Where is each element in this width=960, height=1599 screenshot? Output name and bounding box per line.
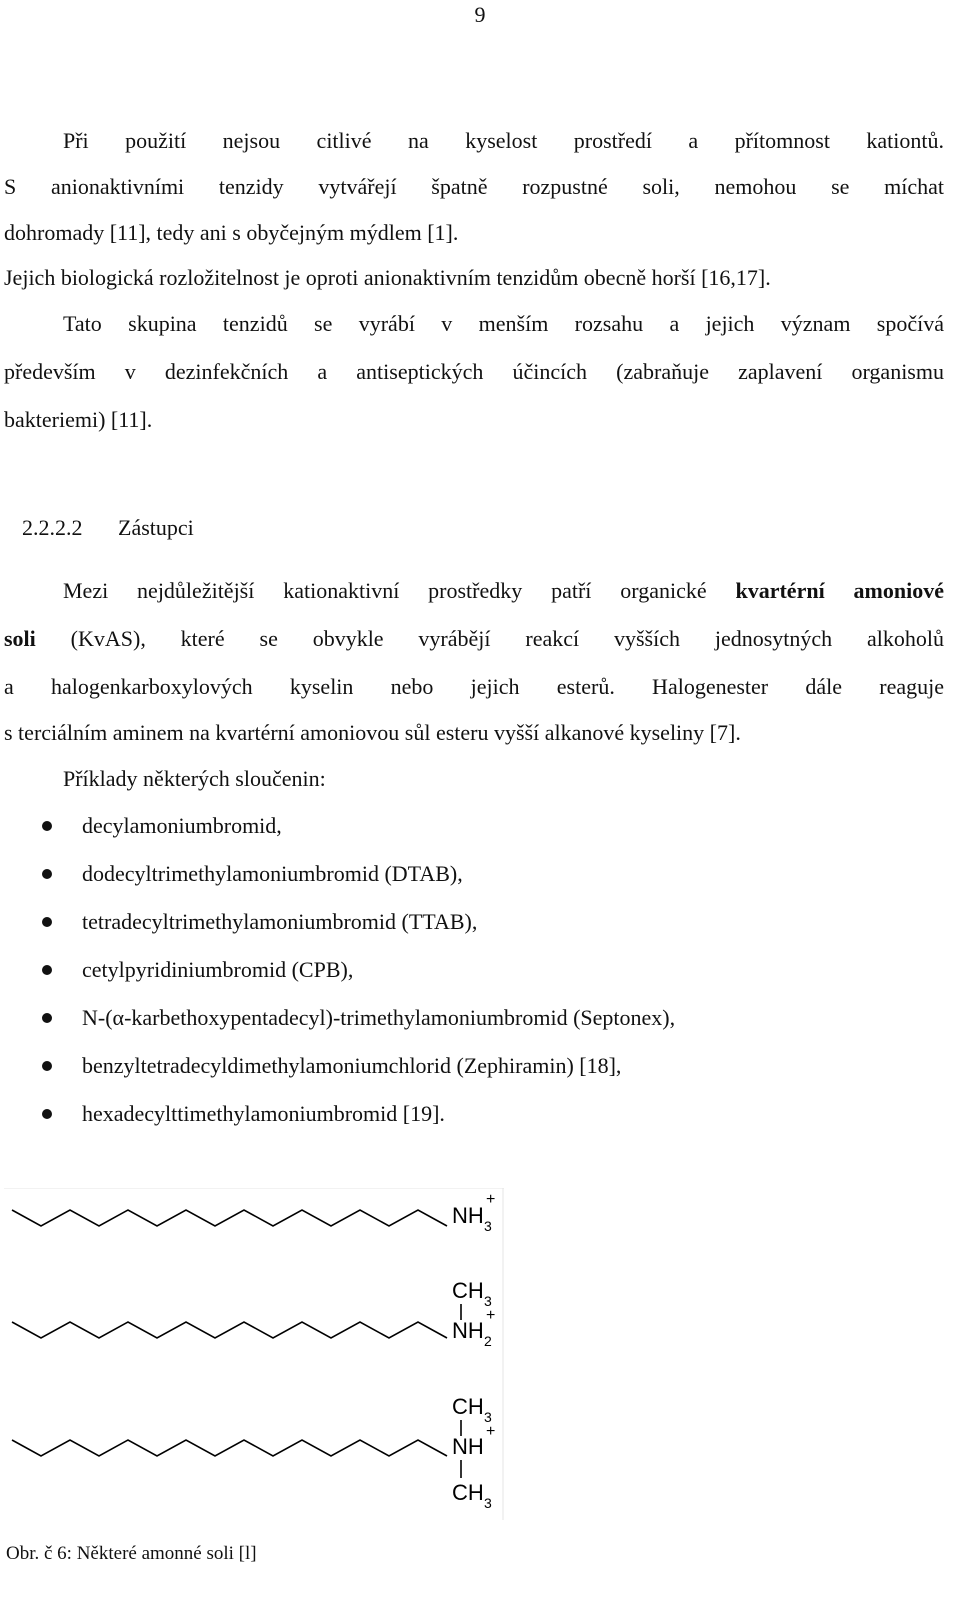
- list-item: [0, 851, 675, 899]
- figure-caption: Obr. č 6: Některé amonné soli [l]: [6, 1543, 257, 1564]
- bullet-icon: [42, 1013, 52, 1023]
- paragraph-line: Při použití nejsou citlivé na kyselost prostředí a přítomnost kationtů.: [63, 128, 944, 153]
- bullet-icon: [42, 1061, 52, 1071]
- list-item-text: N-(α-karbethoxypentadecyl)-trimethylamoniumbromid (Septonex),: [82, 1005, 676, 1030]
- list-item: [0, 899, 675, 947]
- bullet-icon: [42, 917, 52, 927]
- list-item: [0, 1091, 675, 1139]
- subscript: 2: [484, 1333, 492, 1349]
- subscript: 3: [484, 1409, 492, 1425]
- list-item: [0, 1043, 675, 1091]
- bullet-icon: [42, 1109, 52, 1119]
- section-title: Zástupci: [118, 515, 194, 540]
- text-run: Mezi nejdůležitější kationaktivní prostředky patří organické: [63, 578, 736, 603]
- list-item-text: cetylpyridiniumbromid (CPB),: [82, 957, 354, 982]
- molecule-diagram: [4, 1188, 504, 1520]
- list-item: [0, 995, 675, 1043]
- nh-group: NH: [452, 1318, 484, 1343]
- nh-group: NH: [452, 1203, 484, 1228]
- paragraph-line: a halogenkarboxylových kyselin nebo jejich esterů. Halogenester dále reaguje: [4, 674, 944, 699]
- bullet-icon: [42, 821, 52, 831]
- paragraph-line: bakteriemi) [11].: [4, 407, 153, 432]
- bullet-icon: [42, 965, 52, 975]
- list-item-text: tetradecyltrimethylamoniumbromid (TTAB),: [82, 909, 478, 934]
- bullet-icon: [42, 869, 52, 879]
- list-item-text: dodecyltrimethylamoniumbromid (DTAB),: [82, 861, 463, 886]
- list-item: [0, 947, 675, 995]
- subscript: 3: [484, 1293, 492, 1309]
- examples-list: [0, 803, 675, 1139]
- methyl-group: CH: [452, 1480, 484, 1505]
- charge-label: +: [486, 1191, 496, 1208]
- list-item-text: hexadecylttimethylamoniumbromid [19].: [82, 1101, 445, 1126]
- paragraph-line: dohromady [11], tedy ani s obyčejným mýdlem [1].: [4, 220, 459, 245]
- subscript: 3: [484, 1495, 492, 1511]
- list-item-text: decylamoniumbromid,: [82, 813, 282, 838]
- section-number: 2.2.2.2: [22, 515, 83, 540]
- nh-group: NH: [452, 1434, 484, 1459]
- carbon-chain: [12, 1322, 447, 1338]
- bold-term: kvartérní amoniové: [735, 578, 944, 603]
- paragraph-line: [4, 568, 944, 614]
- figure-amonium-salts: [4, 1188, 504, 1520]
- bold-term: soli: [4, 626, 36, 651]
- carbon-chain: [12, 1440, 447, 1456]
- examples-intro: Příklady některých sloučenin:: [63, 766, 326, 791]
- paragraph-line: S anionaktivními tenzidy vytvářejí špatně rozpustné soli, nemohou se míchat: [4, 174, 944, 199]
- subscript: 3: [484, 1218, 492, 1234]
- paragraph-line: především v dezinfekčních a antiseptických účincích (zabraňuje zaplavení organismu: [4, 359, 944, 384]
- carbon-chain: [12, 1210, 447, 1226]
- list-item-text: benzyltetradecyldimethylamoniumchlorid (Zephiramin) [18],: [82, 1053, 622, 1078]
- methyl-group: CH: [452, 1278, 484, 1303]
- paragraph-line: Jejich biologická rozložitelnost je oproti anionaktivním tenzidům obecně horší [16,17].: [4, 265, 771, 290]
- list-item: [0, 803, 675, 851]
- paragraph-line: s terciálním aminem na kvartérní amoniovou sůl esteru vyšší alkanové kyseliny [7].: [4, 720, 741, 745]
- page-number: 9: [474, 2, 486, 27]
- paragraph-line: [4, 616, 944, 662]
- section-heading: [22, 515, 194, 541]
- charge-label: +: [486, 1423, 496, 1440]
- charge-label: +: [486, 1307, 496, 1324]
- text-run: (KvAS), které se obvykle vyrábějí reakcí vyšších jednosytných alkoholů: [35, 626, 944, 651]
- methyl-group: CH: [452, 1394, 484, 1419]
- paragraph-line: Tato skupina tenzidů se vyrábí v menším rozsahu a jejich význam spočívá: [63, 311, 944, 336]
